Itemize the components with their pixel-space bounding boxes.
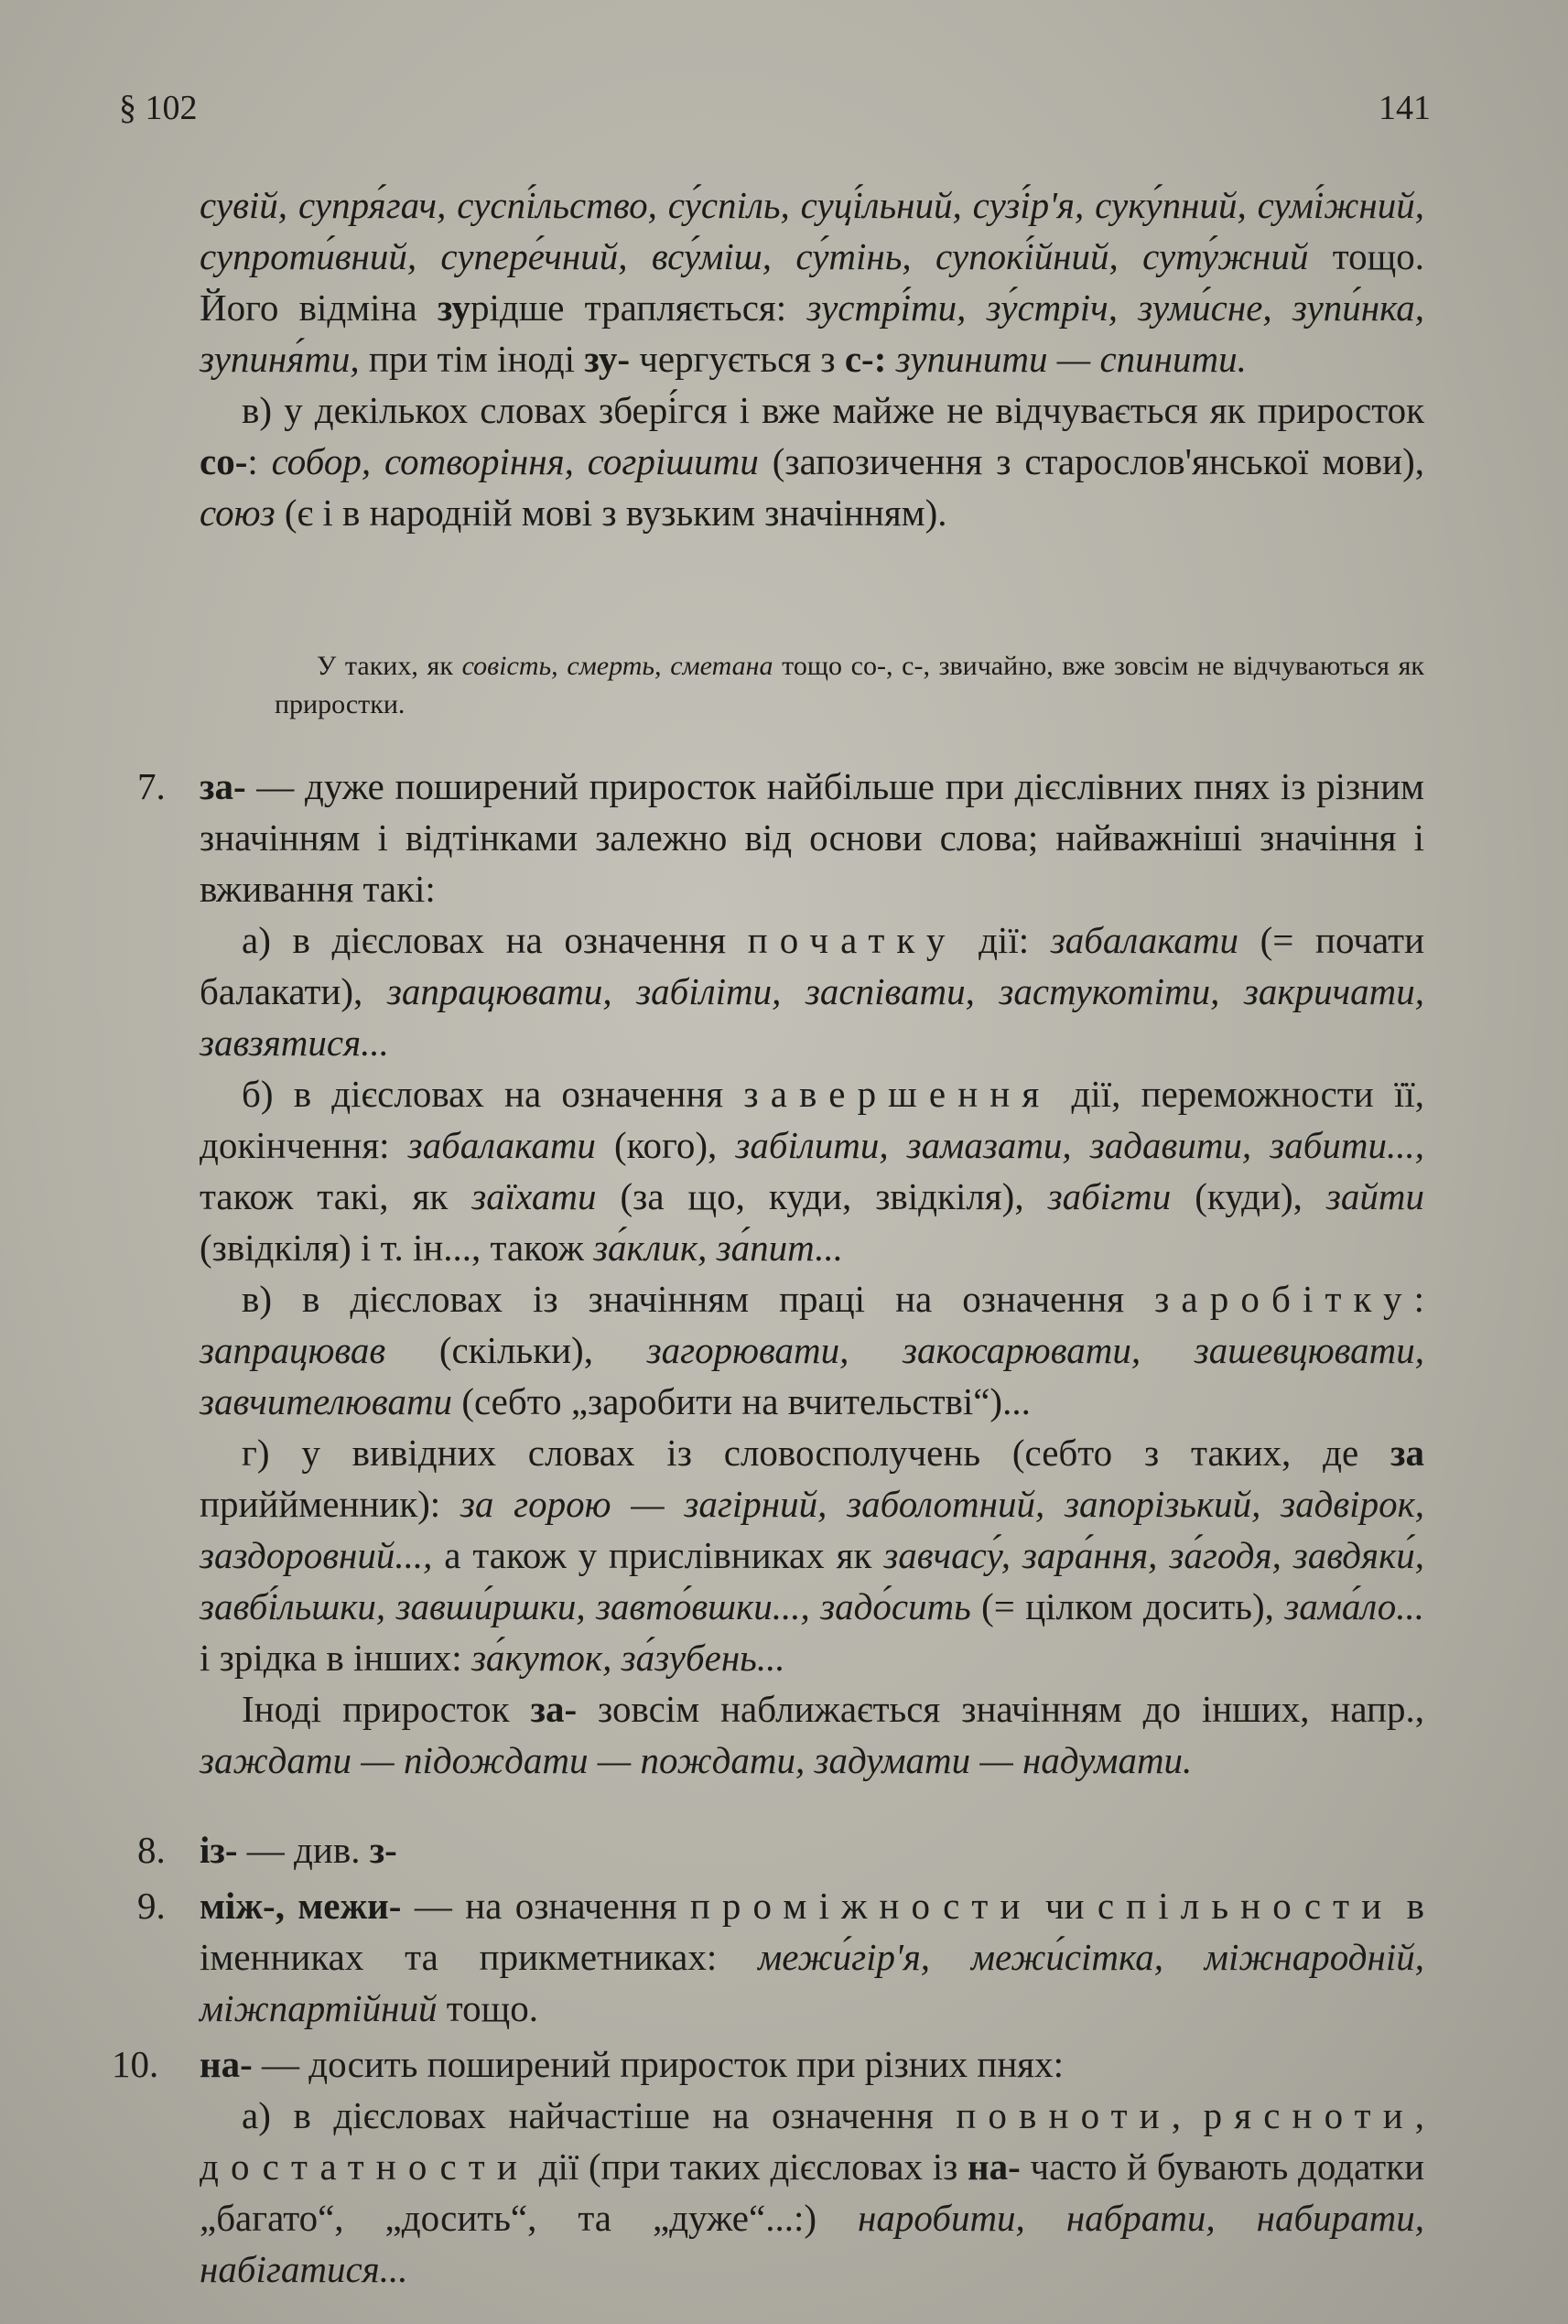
bold-prefix: с-: xyxy=(844,338,887,380)
italic-example: сувій, супря́гач, суспі́льство, су́спіль, суці́льний, сузі́р'я, суку́пний, сумі́жний, супроти́вний, супере́чний, всу́міш, су́тінь, супокі́йний, суту́жний xyxy=(200,184,1424,277)
italic-example: запрацювати, забіліти, заспівати, застукотіти, закричати, завзятися... xyxy=(200,970,1425,1064)
text-run: чергується з xyxy=(630,338,845,380)
entry-text xyxy=(200,2090,1424,2295)
bold-prefix: за- xyxy=(530,1688,578,1730)
text-run xyxy=(810,1585,820,1627)
spaced-emphasis: достатности xyxy=(200,2146,529,2188)
italic-example: за́клик, за́пит... xyxy=(593,1227,843,1269)
text-run: і зрідка в інших: xyxy=(200,1637,471,1679)
text-run: , xyxy=(1171,2094,1204,2136)
text-run: (запозичення з старослов'янської мови), xyxy=(758,440,1424,482)
prefix-entry-na xyxy=(200,2038,1424,2295)
text-run: в) у декількох словах збері́гся і вже майже не відчувається як приросток xyxy=(242,389,1424,431)
italic-example: союз xyxy=(200,492,276,534)
italic-example: межи́гір'я, межи́сітка, міжнародній, міжпартійний xyxy=(200,1936,1424,2029)
text-run: (себто „заробити на вчительстві“)... xyxy=(452,1380,1031,1422)
spaced-emphasis: заробітку xyxy=(1154,1278,1414,1320)
italic-example: завчасу́, зара́ння, за́годя, завдяки́, завбі́льшки, завши́ршки, завто́вшки..., xyxy=(200,1534,1424,1627)
text-run: (скільки), xyxy=(385,1329,647,1371)
italic-example: зустрі́ти, зу́стріч, зуми́сне, зупи́нка, зупиня́ти, xyxy=(200,286,1425,380)
italic-example: за горою — загірний, заболотний, запорізький, задвірок, заздоровний..., xyxy=(200,1483,1425,1576)
entry-text xyxy=(200,914,1424,1068)
entry-text xyxy=(200,1683,1424,1786)
spaced-emphasis: рясноти xyxy=(1203,2094,1415,2136)
text-run: (є і в народній мові з вузьким значінням). xyxy=(275,492,947,534)
paragraph xyxy=(200,384,1424,538)
spaced-emphasis: проміжности xyxy=(689,1885,1033,1927)
text-run: а) в дієсловах на означення xyxy=(242,919,748,961)
text-run: (за що, куди, звідкіля), xyxy=(596,1175,1048,1217)
text-run: в іменниках та прикметниках: xyxy=(200,1885,1424,1978)
italic-example: собор, сотворіння, согрішити xyxy=(271,440,759,482)
italic-example: зайти xyxy=(1325,1175,1424,1217)
text-run: — на означення xyxy=(401,1885,690,1927)
bold-prefix: із- xyxy=(200,1829,238,1871)
text-run: також такі, як xyxy=(200,1175,472,1217)
text-run: дії, переможности її, докінчення: xyxy=(200,1073,1424,1166)
italic-example: совість, смерть, сметана xyxy=(461,651,773,681)
text-run: тощо. xyxy=(437,1987,538,2029)
bold-prefix: зу xyxy=(437,286,470,329)
entry-text xyxy=(200,761,1424,914)
italic-example: загорювати, закосарювати, зашевцювати, завчителювати xyxy=(200,1329,1424,1422)
text-run: — досить поширений приросток при різних пнях: xyxy=(252,2043,1065,2085)
italic-example: зупинити — спинити. xyxy=(886,338,1247,380)
footnote xyxy=(275,647,1424,724)
bold-prefix: за- xyxy=(200,765,246,807)
text-run: б) в дієсловах на означення xyxy=(242,1073,744,1115)
text-run: дії (при таких дієсловах із xyxy=(528,2146,968,2188)
text-run: а) в дієсловах найчастіше на означення xyxy=(242,2094,957,2136)
note-text xyxy=(275,647,1424,724)
entry-text xyxy=(200,1273,1424,1427)
italic-example: заїхати xyxy=(471,1175,597,1217)
italic-example: забілити, замазати, задавити, забити..., xyxy=(735,1124,1424,1166)
text-run: У таких, як xyxy=(317,651,462,681)
prefix-entry-iz xyxy=(200,1824,1424,1875)
text-run: при тім іноді xyxy=(359,338,585,380)
item-number: 9. xyxy=(137,1885,166,1927)
text-run: зовсім наближається значінням до інших, напр., xyxy=(577,1688,1424,1730)
text-run: часто й бувають додатки „багато“, „досить“, та „дуже“...:) xyxy=(200,2146,1425,2239)
entry-text xyxy=(200,1824,1424,1875)
prefix-entry-mizh xyxy=(200,1880,1424,2034)
bold-prefix: з- xyxy=(369,1829,397,1871)
text-run: дії: xyxy=(957,919,1051,961)
italic-example: зама́ло... xyxy=(1284,1585,1424,1627)
continuation-text xyxy=(200,179,1424,538)
prefix-entry-za xyxy=(200,761,1424,1786)
text-run: (= цілком досить), xyxy=(970,1585,1285,1627)
bold-prefix: на- xyxy=(968,2146,1021,2188)
italic-example: забігти xyxy=(1047,1175,1172,1217)
paragraph xyxy=(200,179,1424,384)
text-run: : xyxy=(247,440,272,482)
running-head xyxy=(119,88,1431,143)
item-number: 7. xyxy=(137,765,166,807)
page-number: 141 xyxy=(1379,89,1431,127)
text-run: а також у прислівниках як xyxy=(432,1534,884,1576)
text-run: (= почати балакати), xyxy=(200,919,1425,1012)
item-number: 8. xyxy=(137,1829,166,1871)
text-run: рідше трапляється: xyxy=(470,286,807,329)
text-run: г) у вивідних словах із словосполучень (себто з таких, де xyxy=(242,1432,1391,1474)
spaced-emphasis: повноти xyxy=(956,2094,1172,2136)
text-run: тощо. Його відміна xyxy=(200,235,1424,329)
text-run: (звідкіля) і т. ін..., також xyxy=(200,1227,594,1269)
spaced-emphasis: спільности xyxy=(1097,1885,1394,1927)
text-run: — дуже поширений приросток найбільше при дієслівних пнях із різним значінням і відтінками залежно від основи слова; найважніші значіння і вживання такі: xyxy=(200,765,1424,910)
text-run: (куди), xyxy=(1171,1175,1326,1217)
text-run: , xyxy=(1414,2094,1424,2136)
italic-example: задо́сить xyxy=(820,1585,971,1627)
text-run: — див. xyxy=(237,1829,370,1871)
entry-text xyxy=(200,2038,1424,2090)
italic-example: заждати — підождати — пождати, задумати — надумати. xyxy=(200,1739,1193,1781)
text-run: чи xyxy=(1032,1885,1098,1927)
bold-prefix: між-, межи- xyxy=(200,1885,402,1927)
entry-text xyxy=(200,1880,1424,2034)
text-run: в) в дієсловах із значінням праці на означення xyxy=(242,1278,1155,1320)
entry-text xyxy=(200,1427,1424,1683)
text-run: тощо со-, с-, звичайно, вже зовсім не відчуваються як приростки. xyxy=(275,651,1424,719)
italic-example: запрацював xyxy=(200,1329,386,1371)
bold-prefix: на- xyxy=(200,2043,253,2085)
item-number: 10. xyxy=(112,2043,159,2085)
text-run: приййменник): xyxy=(200,1483,460,1525)
section-number: § 102 xyxy=(119,89,198,127)
italic-example: забалакати xyxy=(1050,919,1238,961)
italic-example: за́куток, за́зубень... xyxy=(470,1637,785,1679)
italic-example: забалакати xyxy=(407,1124,596,1166)
bold-prefix: за xyxy=(1390,1432,1424,1474)
entry-text xyxy=(200,1068,1424,1273)
text-run: (кого), xyxy=(595,1124,736,1166)
text-run: : xyxy=(1413,1278,1424,1320)
spaced-emphasis: завершення xyxy=(743,1073,1052,1115)
italic-example: наробити, набрати, набирати, набігатися... xyxy=(200,2197,1424,2290)
spaced-emphasis: початку xyxy=(747,919,957,961)
bold-prefix: со- xyxy=(200,440,248,482)
text-run: Іноді приросток xyxy=(242,1688,531,1730)
bold-prefix: зу- xyxy=(584,338,630,380)
